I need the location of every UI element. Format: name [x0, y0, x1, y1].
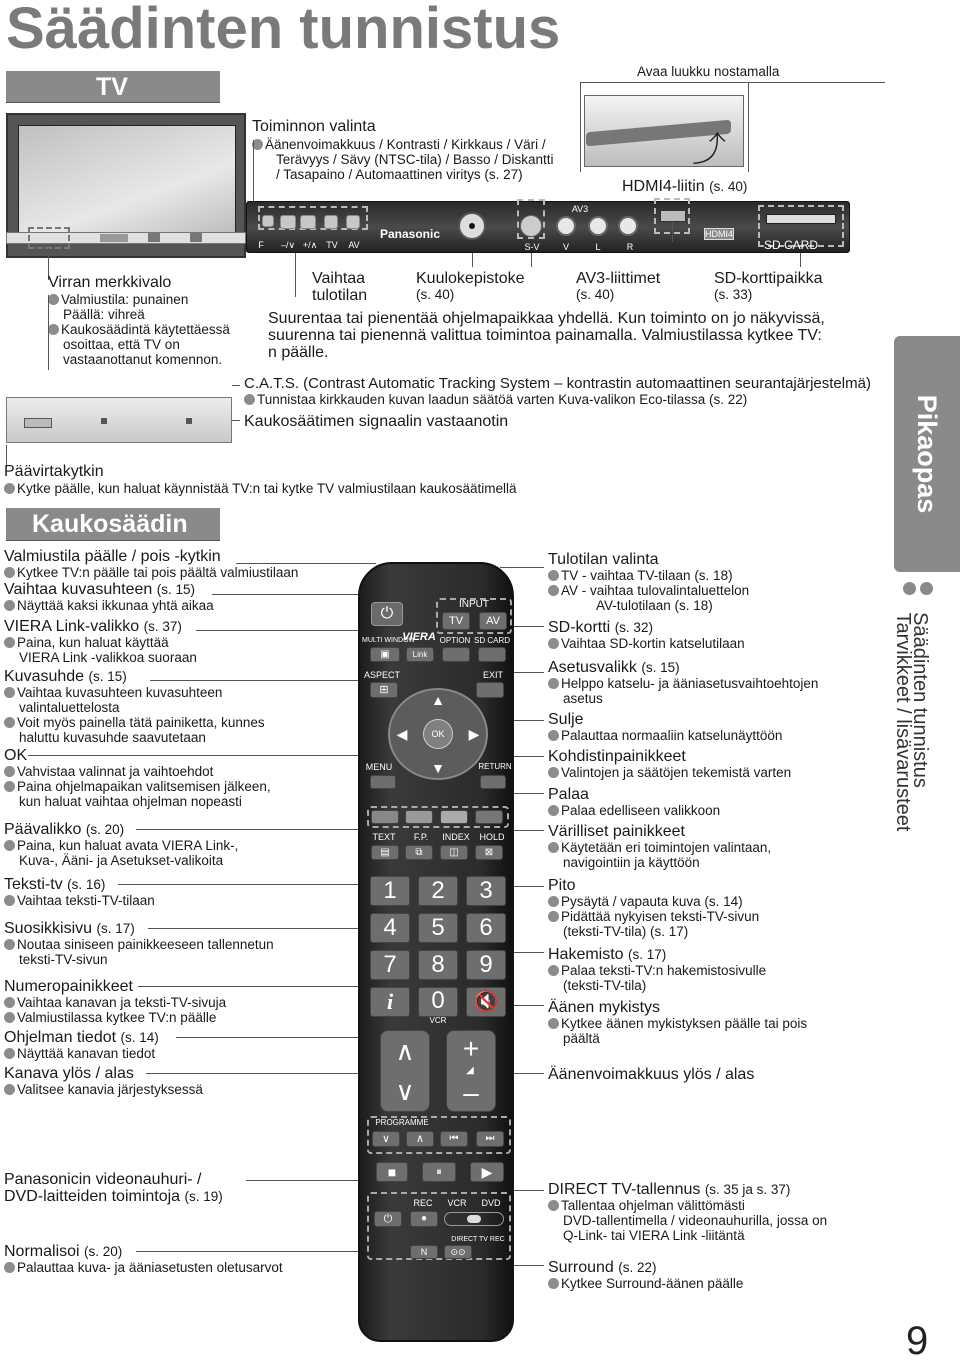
mains-switch-desc: Kytke päälle, kun haluat käynnistää TV:n tai kytke TV valmiustilaan kaukosäätimellä: [4, 481, 517, 496]
tv-button[interactable]: [324, 215, 338, 229]
hdmi4-port[interactable]: [660, 210, 686, 222]
tab-section-current: Säädinten tunnistus: [909, 612, 931, 788]
digit-7-button[interactable]: 7: [370, 950, 410, 980]
quick-guide-label: Pikaopas: [912, 394, 942, 514]
arrow-up-icon: ⤴: [692, 131, 726, 169]
av-input-button[interactable]: AV: [479, 612, 507, 630]
fast-forward-button[interactable]: ⏭: [476, 1131, 504, 1147]
function-desc: Äänenvoimakkuus / Kontrasti / Kirkkaus / Väri / Terävyys / Sävy (NTSC-tila) / Basso / Diskantti / Tasapaino / Automaattinen viritys (s. 27): [252, 137, 592, 182]
stop-button[interactable]: ■: [376, 1162, 408, 1182]
tab-dot: [920, 582, 933, 595]
minus-button[interactable]: [280, 215, 296, 229]
cursor-left-button[interactable]: ◀: [396, 726, 408, 742]
volume-ramp-icon: ◢: [466, 1065, 474, 1076]
digit-5-button[interactable]: 5: [418, 913, 458, 943]
return-button[interactable]: [480, 775, 506, 789]
cursor-up-button[interactable]: ▲: [431, 692, 445, 708]
digit-9-button[interactable]: 9: [466, 950, 506, 980]
sd-card-slot[interactable]: [766, 214, 836, 224]
power-led-info: Virran merkkivalo Valmiustila: punainen Päällä: vihreä Kaukosäädintä käytettäessä osoittaa, että TV on vastaanottanut komennon.: [48, 274, 230, 367]
volume-up-button[interactable]: +: [462, 1033, 480, 1064]
option-button[interactable]: [442, 647, 470, 662]
digit-4-button[interactable]: 4: [370, 913, 410, 943]
digit-1-button[interactable]: 1: [370, 876, 410, 906]
yellow-button[interactable]: [440, 810, 468, 824]
tv-section-label: TV: [6, 71, 220, 103]
audio-r-socket[interactable]: [618, 216, 638, 236]
av-button[interactable]: [346, 215, 360, 229]
favourite-page-button[interactable]: ⧉: [405, 845, 433, 860]
plus-button[interactable]: [300, 215, 316, 229]
function-title: Toiminnon valinta: [252, 118, 376, 135]
input-mode-label: Vaihtaa tulotilan: [312, 270, 368, 304]
play-button[interactable]: ▶: [470, 1162, 504, 1182]
sd-card-button[interactable]: [478, 647, 506, 662]
rewind-button[interactable]: ⏮: [440, 1131, 468, 1147]
mains-switch-title: Päävirtakytkin: [4, 463, 104, 480]
menu-button[interactable]: [370, 775, 396, 789]
green-button[interactable]: [405, 810, 433, 824]
tv-input-button[interactable]: TV: [442, 612, 470, 630]
page-number: 9: [906, 1319, 929, 1363]
headphone-label: Kuulokepistoke (s. 40): [416, 270, 525, 302]
door-note: Avaa luukku nostamalla: [637, 64, 780, 79]
volume-down-button[interactable]: –: [463, 1077, 479, 1108]
tab-section-next: Tarvikkeet / lisävarusteet: [892, 612, 914, 832]
cursor-down-button[interactable]: ▼: [431, 760, 445, 776]
multi-window-button[interactable]: ▣: [370, 647, 400, 662]
sd-slot-label: SD-korttipaikka (s. 33): [714, 270, 823, 302]
page-title: Säädinten tunnistus: [6, 0, 561, 61]
f-button[interactable]: [262, 215, 274, 227]
red-button[interactable]: [371, 810, 399, 824]
hold-button[interactable]: ⊠: [475, 845, 503, 860]
video-socket[interactable]: [556, 216, 576, 236]
tab-dot: [903, 582, 916, 595]
pause-button[interactable]: ⏸: [422, 1162, 456, 1182]
headphone-jack-icon[interactable]: [458, 212, 486, 240]
rec-button[interactable]: ●: [410, 1211, 438, 1227]
mute-button[interactable]: 🔇: [466, 987, 506, 1017]
channel-down-button[interactable]: ∨: [395, 1076, 415, 1106]
cats-title: C.A.T.S. (Contrast Automatic Tracking System – kontrastin automaattinen seurantajärjestelmä): [244, 375, 871, 392]
aspect-button[interactable]: ⊞: [370, 682, 398, 698]
viera-logo: VIERA: [402, 631, 436, 643]
blue-button[interactable]: [475, 810, 503, 824]
programme-up-button[interactable]: ∧: [406, 1131, 434, 1147]
index-button[interactable]: ◫: [440, 845, 468, 860]
svideo-socket[interactable]: [520, 215, 542, 237]
digit-3-button[interactable]: 3: [466, 876, 506, 906]
text-button[interactable]: ▤: [371, 845, 399, 860]
panasonic-logo: Panasonic: [380, 227, 441, 241]
exit-button[interactable]: [476, 682, 504, 698]
audio-l-socket[interactable]: [588, 216, 608, 236]
digit-8-button[interactable]: 8: [418, 950, 458, 980]
programme-down-button[interactable]: ∨: [372, 1131, 400, 1147]
power-button[interactable]: ⏻: [371, 602, 403, 626]
digit-6-button[interactable]: 6: [466, 913, 506, 943]
remote-section-label: Kaukosäädin: [6, 508, 220, 540]
vcr-dvd-power-button[interactable]: ⏻: [374, 1211, 402, 1227]
viera-link-button[interactable]: Link: [406, 647, 434, 662]
remote-sensor-label: Kaukosäätimen signaalin vastaanotin: [244, 413, 509, 430]
vcr-dvd-switch[interactable]: [444, 1212, 504, 1226]
digit-0-button[interactable]: 0: [418, 987, 458, 1017]
normalise-button[interactable]: N: [410, 1245, 438, 1259]
hdmi4-label: HDMI4-liitin: [622, 178, 705, 195]
cursor-right-button[interactable]: ▶: [468, 726, 480, 742]
info-button[interactable]: i: [370, 987, 410, 1017]
av3-label: AV3-liittimet (s. 40): [576, 270, 661, 302]
cats-desc: Tunnistaa kirkkauden kuvan laadun säätöä varten Kuva-valikon Eco-tilassa (s. 22): [244, 392, 747, 407]
volume-desc: Suurentaa tai pienentää ohjelmapaikkaa yhdellä. Kun toiminto on jo näkyvissä, suurenna tai pienennä valittua toimintoa painamalla. Valmiustilassa kytkee TV: n päälle.: [268, 310, 825, 361]
ok-button[interactable]: OK: [423, 719, 453, 749]
channel-up-button[interactable]: ∧: [395, 1036, 415, 1066]
surround-button[interactable]: ⊙⊙: [444, 1245, 472, 1259]
digit-2-button[interactable]: 2: [418, 876, 458, 906]
